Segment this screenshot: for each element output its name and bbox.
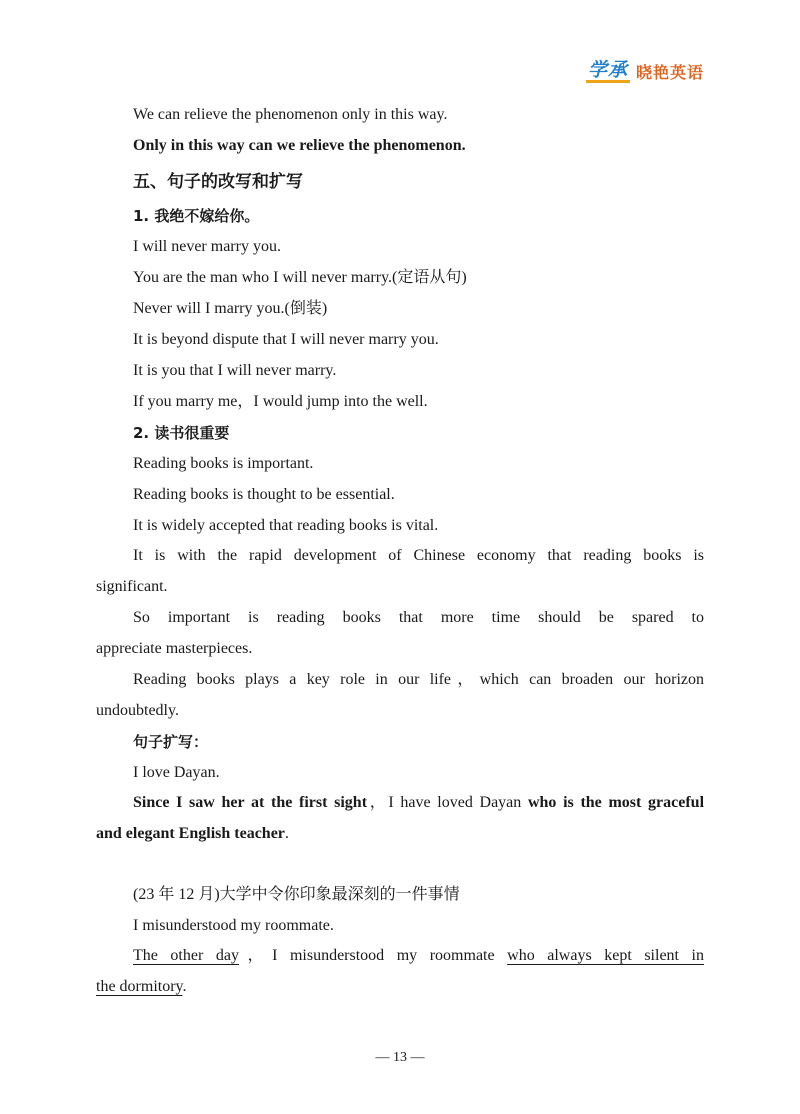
period: . (284, 825, 289, 842)
exam-expanded-cont (96, 977, 704, 997)
example-1-line: It is you that I will never marry. (133, 362, 337, 379)
expansion-text: ，I have loved Dayan (367, 794, 528, 811)
exam-expanded (133, 946, 704, 966)
expansion-title: 句子扩写： (133, 733, 209, 751)
example-2-line-cont: appreciate masterpieces. (96, 640, 253, 657)
section-heading: 五、句子的改写和扩写 (133, 172, 303, 192)
page-number: — 13 — (375, 1050, 425, 1065)
example-2-line: Reading books plays a key role in our life，which can broaden our horizon (133, 671, 704, 688)
exam-topic: (23 年 12 月)大学中令你印象最深刻的一件事情 (133, 886, 460, 903)
example-2-line: Reading books is thought to be essential. (133, 486, 395, 503)
underlined-phrase: who always kept silent in (507, 947, 704, 964)
example-1-line: If you marry me，I would jump into the well. (133, 393, 428, 410)
example-2-line: It is widely accepted that reading books is vital. (133, 517, 439, 534)
expansion-bold: Since I saw her at the first sight (133, 794, 368, 811)
example-1-line: It is beyond dispute that I will never marry you. (133, 331, 439, 348)
publisher-logo (586, 60, 704, 83)
example-1-title: 1. 我绝不嫁给你。 (133, 207, 260, 225)
logo-mark: 学承 (587, 59, 628, 81)
example-2-title: 2. 读书很重要 (133, 424, 230, 442)
exam-base: I misunderstood my roommate. (133, 917, 334, 934)
sentence-inverted: Only in this way can we relieve the phenomenon. (133, 137, 466, 154)
example-1-line: I will never marry you. (133, 238, 281, 255)
period: . (182, 978, 187, 995)
underlined-phrase: the dormitory (96, 978, 183, 995)
expansion-sentence-cont (96, 824, 704, 844)
example-2-line: Reading books is important. (133, 455, 314, 472)
example-2-line-cont: undoubtedly. (96, 702, 179, 719)
underlined-phrase: The other day (133, 947, 239, 964)
logo-text: 晓艳英语 (635, 63, 704, 82)
example-1-line: Never will I marry you.(倒装) (133, 300, 328, 317)
example-2-line-cont: significant. (96, 578, 168, 595)
example-1-line: You are the man who I will never marry.(定语从句) (133, 269, 467, 286)
expansion-bold: and elegant English teacher (96, 825, 285, 842)
exam-text: ，I misunderstood my roommate (238, 947, 508, 964)
example-2-line: It is with the rapid development of Chinese economy that reading books is (133, 547, 704, 564)
expansion-sentence (133, 793, 704, 813)
expansion-base: I love Dayan. (133, 764, 220, 781)
sentence-original: We can relieve the phenomenon only in this way. (133, 106, 448, 123)
example-2-line: So important is reading books that more time should be spared to (133, 609, 704, 626)
expansion-bold: who is the most graceful (527, 794, 705, 811)
